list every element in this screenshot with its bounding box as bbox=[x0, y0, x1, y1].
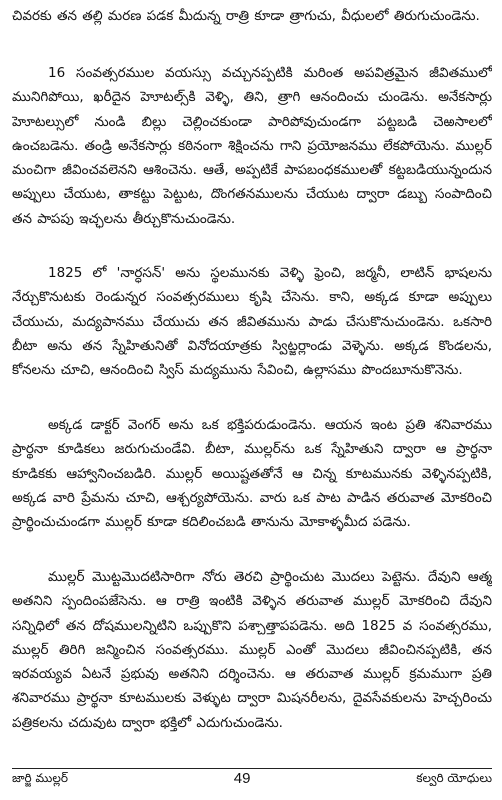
paragraph-2: 16 సంవత్సరముల వయస్సు వచ్చునప్పటికి మరింత అపవిత్రమైన జీవితములో మునిగిపోయి, ఖరీదైన హెూటల్స్‌కి వెళ్ళి, తిని, త్రాగి ఆనందించు చుండెను. అనేకసార్లు హెూటల్సులో నుండి బిల్లు చెల్లించకుండా పారిపోవుచుండగా పట్టబడి చెఱసాలలో ఉంచబడెను. తండ్రి అనేకసార్లు కఠినంగా శిక్షించను గాని ప్రయోజనము లేకపోయెను. ముల్లర్ మంచిగా జీవించవలెనని ఆశించెను. ఆతే, అప్పటికే పాపబంధకములతో కట్టబడియున్నందున అప్పులు చేయుట, తాకట్టు పెట్టుట, దొంగతనములను చేయుట ద్వారా డబ్బు సంపాదించి తన పాపపు ఇచ్ఛలను తీర్చుకొనుచుండెను. bbox=[12, 65, 492, 227]
body-text bbox=[12, 4, 492, 759]
paragraph-5: ముల్లర్ మొట్టమొదటిసారిగా నోరు తెరచి ప్రార్థించుట మొదలు పెట్టెను. దేవుని ఆత్మ అతనిని స్పందింపజేసెను. ఆ రాత్రి ఇంటికి వెళ్ళిన తరువాత ముల్లర్ మోకరించి దేవుని సన్నిధిలో తన దోషములన్నిటిని ఒప్పుకొని పశ్చాత్తాపపడెను. అది 1825 వ సంవత్సరము, ముల్లర్ తిరిగి జన్మించిన సంవత్సరము. ముల్లర్ ఎంతో మొదలు జీవించినప్పటికి, తన ఇరవయ్యవ ఏటనే ప్రభువు అతనిని దర్శించెను. ఆ తరువాత ముల్లర్ క్రమముగా ప్రతి శనివారము ప్రార్థనా కూటములకు వెళ్ళుట ద్వారా మిషనరీలను, దైవసేవకులను హెచ్చరించు పత్రికలను చదువుట ద్వారా భక్తిలో ఎదుగుచుండెను. bbox=[12, 569, 492, 731]
footer-book-subject: జార్జి ముల్లర్ bbox=[12, 771, 68, 785]
paragraph-1: చివరకు తన తల్లి మరణ పడక మీదున్న రాత్రి కూడా త్రాగుచు, వీధులలో తిరుగుచుండెను. bbox=[12, 8, 480, 24]
paragraph-4: అక్కడ డాక్టర్ వెంగర్ అను ఒక భక్తిపరుడుండెను. ఆయన ఇంట ప్రతి శనివారము ప్రార్థనా కూడికలు జరుగుచుండేవి. బీటా, ముల్లర్‌ను ఒక స్నేహితుని ద్వారా ఆ ప్రార్థనా కూడికకు ఆహ్వానించబడిరి. ముల్లర్ అయిష్టతతోనే ఆ చిన్న కూటమునకు వెళ్ళినప్పటికి, అక్కడ వారి ప్రేమను చూచి, ఆశ్చర్యపోయెను. వారు ఒక పాట పాడిన తరువాత మోకరించి ప్రార్థించుచుండగా ముల్లర్ కూడా కదిలించబడి తానును మోకాళ్ళమీద పడెను. bbox=[12, 417, 492, 531]
page-number: 49 bbox=[233, 770, 251, 787]
page-footer bbox=[12, 768, 492, 788]
footer-book-title: కల్వరి యోధులు bbox=[416, 771, 492, 785]
paragraph-3: 1825 లో 'నార్ధసన్' అను స్థలమునకు వెళ్ళి ఫ్రెంచి, జర్మనీ, లాటిన్ భాషలను నేర్చుకొనుటకు రెండున్నర సంవత్సరములు కృషి చేసెను. కాని, అక్కడ కూడా అప్పులు చేయుచు, మద్యపానము చేయుచు తన జీవితమును పాడు చేసుకొనుచుండెను. ఒకసారి బీటా అను తన స్నేహితునితో వినోదయాత్రకు స్విట్జర్లాండు వెళ్ళెను. అక్కడ కొండలను, కోనలను చూచి, ఆనందించి స్విస్ మద్యమును సేవించి, ఉల్లాసము పొందబూనుకొనెను. bbox=[12, 265, 492, 379]
